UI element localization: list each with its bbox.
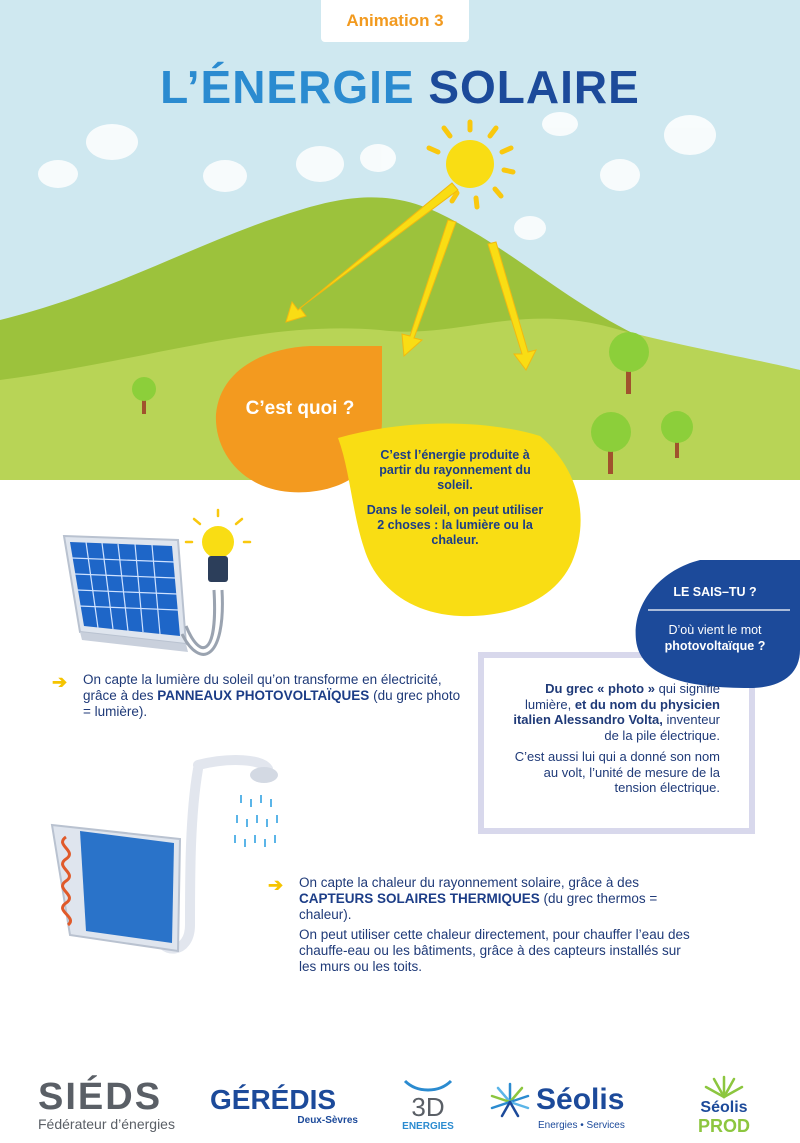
seolis-sunburst-icon [488,1080,532,1120]
seolis-prod-sunburst-icon [704,1075,744,1099]
seolis-logo: Séolis Energies • Services [488,1070,658,1140]
light-bulb-icon [186,510,250,582]
solar-panel-bulb-illustration [50,500,270,670]
3d-swoosh-icon [403,1079,453,1093]
title-part2: SOLAIRE [428,61,640,113]
photovoltaic-section [52,672,462,720]
intro-question: C’est quoi ? [245,398,355,419]
geredis-logo: GÉRÉDIS Deux-Sèvres [210,1083,358,1126]
thermal-text: On capte la chaleur du rayonnement solaire, grâce à des CAPTEURS SOLAIRES THERMIQUES (du grec thermos = chaleur). [299,875,658,922]
arrow-icon: ➔ [52,672,68,692]
sieds-logo: SIÉDS Fédérateur d’énergies [38,1076,175,1132]
thermal-section [268,875,698,975]
seolis-prod-logo: Séolis PROD [684,1070,764,1140]
solar-panel-icon [64,536,188,652]
animation-tab: Animation 3 [321,0,469,42]
did-you-know-question: D’où vient le mot photovoltaïque ? [664,623,766,653]
thermal-collector-icon [52,825,180,951]
thermal-text-2: On peut utiliser cette chaleur directement, pour chauffer l’eau des chauffe-eau ou les bâtiments, grâce à des capteurs installés sur les murs ou les toits. [299,927,690,974]
definition-2: Dans le soleil, on peut utiliser 2 choses : la lumière ou la chaleur. [366,503,544,547]
arrow-icon: ➔ [268,875,284,895]
solar-thermal-illustration [40,755,290,965]
did-you-know-answer: Du grec « photo » qui signifie lumière, et du nom du physicien italien Alessandro Volta, inventeur de la pile électrique. C’est aussi lui qui a donné son nom au volt, l’unité de mesure de la tension électrique. [513,681,720,795]
definition-1: C’est l’énergie produite à partir du rayonnement du soleil. [379,448,531,492]
did-you-know-title: LE SAIS–TU ? [673,585,757,599]
intro-definition [365,448,545,558]
photovoltaic-text: On capte la lumière du soleil qu’on transforme en électricité, grâce à des PANNEAUX PHOTOVOLTAÏQUES (du grec photo = lumière). [83,672,461,719]
3d-energies-logo: 3D ENERGIES [398,1070,458,1140]
title-part1: L’ÉNERGIE [160,61,415,113]
